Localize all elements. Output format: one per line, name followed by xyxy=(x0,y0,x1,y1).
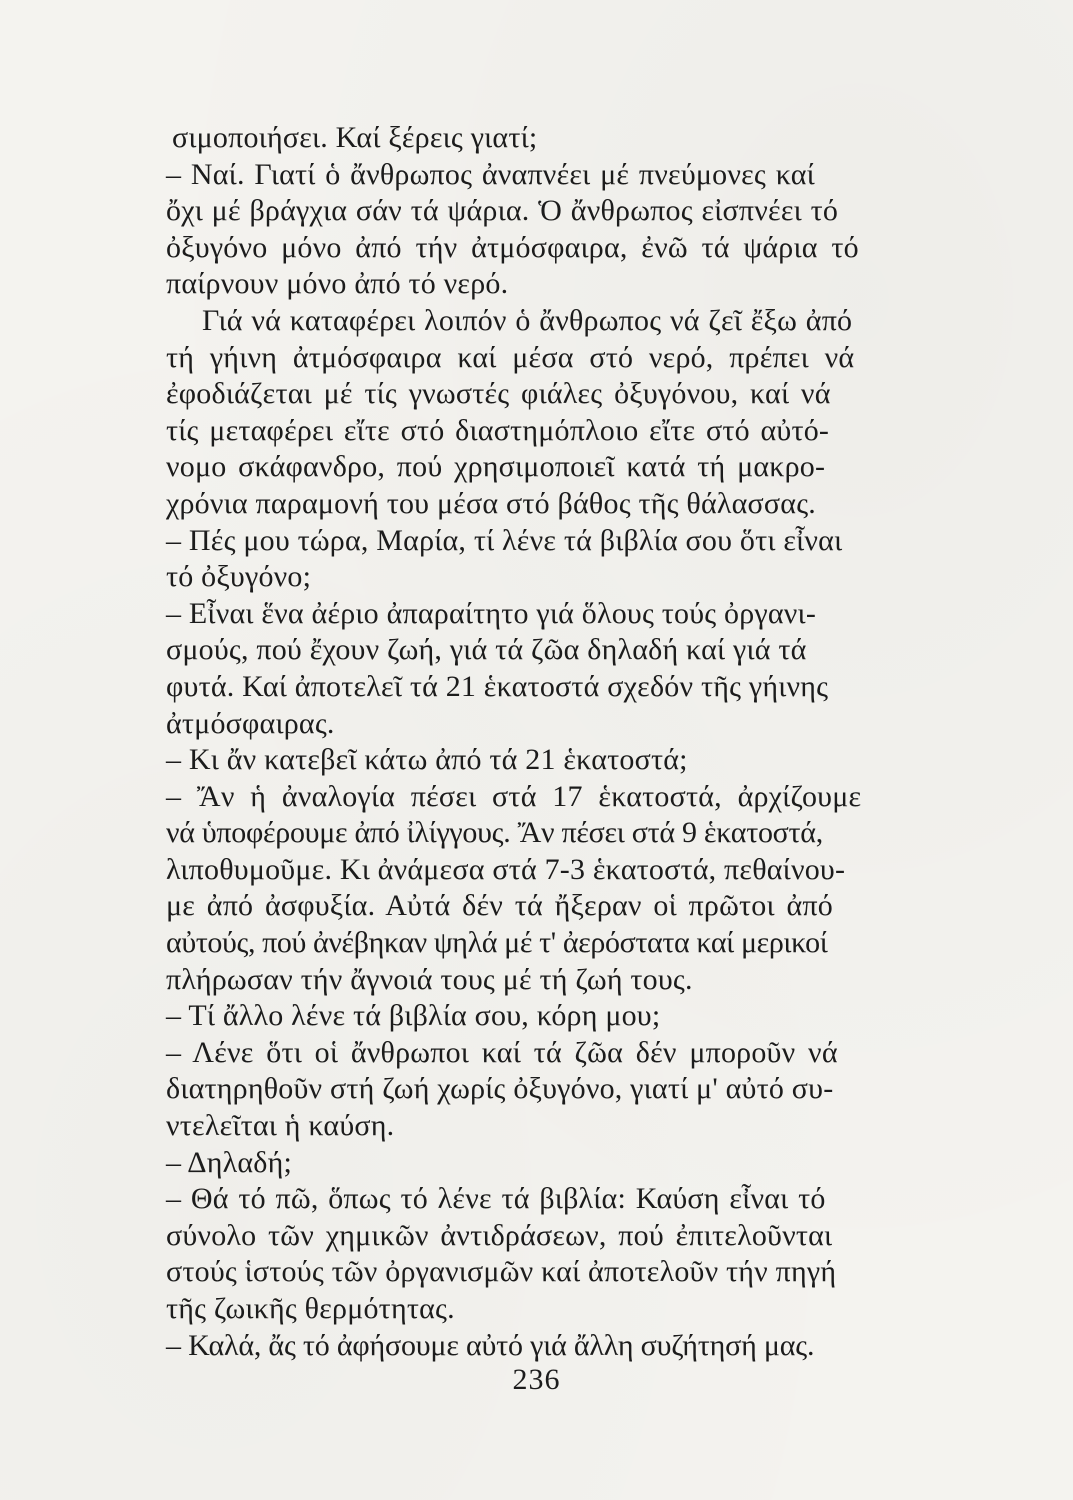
text-line: – Κι ἄν κατεβεῖ κάτω ἀπό τά 21 ἑκατοστά; xyxy=(166,743,688,777)
text-line: διατηρηθοῦν στή ζωή χωρίς ὀξυγόνο, γιατί μ' αὐτό συ- xyxy=(166,1072,834,1106)
page-number: 236 xyxy=(512,1363,561,1396)
text-line: στούς ἱστούς τῶν ὀργανισμῶν καί ἀποτελοῦν τήν πηγή xyxy=(166,1255,837,1289)
text-line: λιποθυμοῦμε. Κι ἀνάμεσα στά 7-3 ἑκατοστά, πεθαίνου- xyxy=(166,852,846,886)
text-line: τή γήινη ἀτμόσφαιρα καί μέσα στό νερό, πρέπει νά xyxy=(166,340,855,374)
text-line: – Πές μου τώρα, Μαρία, τί λένε τά βιβλία σου ὅτι εἶναι xyxy=(166,523,843,557)
text-line: – Δηλαδή; xyxy=(166,1145,293,1179)
text-line: – Καλά, ἄς τό ἀφήσουμε αὐτό γιά ἄλλη συζήτησή μας. xyxy=(166,1328,815,1362)
text-line: τῆς ζωικῆς θερμότητας. xyxy=(166,1292,455,1325)
text-line: ὄχι μέ βράγχια σάν τά ψάρια. Ὁ ἄνθρωπος εἰσπνέει τό xyxy=(166,194,839,228)
text-line: σιμοποιήσει. Καί ξέρεις γιατί; xyxy=(172,121,538,154)
text-line: ἐφοδιάζεται μέ τίς γνωστές φιάλες ὀξυγόνου, καί νά xyxy=(166,377,831,411)
text-line: – Εἶναι ἕνα ἀέριο ἀπαραίτητο γιά ὅλους τούς ὀργανι- xyxy=(166,596,817,630)
text-line: σμούς, πού ἔχουν ζωή, γιά τά ζῶα δηλαδή καί γιά τά xyxy=(166,633,807,667)
text-line: φυτά. Καί ἀποτελεῖ τά 21 ἑκατοστά σχεδόν τῆς γήινης xyxy=(166,669,829,703)
body-text xyxy=(166,120,988,1364)
text-line: – Ναί. Γιατί ὁ ἄνθρωπος ἀναπνέει μέ πνεύμονες καί xyxy=(166,157,815,191)
text-line: τό ὀξυγόνο; xyxy=(166,560,312,594)
text-line: σύνολο τῶν χημικῶν ἀντιδράσεων, πού ἐπιτελοῦνται xyxy=(166,1218,833,1252)
text-line: τίς μεταφέρει εἴτε στό διαστημόπλοιο εἴτε στό αὐτό- xyxy=(166,413,830,447)
text-line: ἀτμόσφαιρας. xyxy=(166,706,335,740)
text-line: αὐτούς, πού ἀνέβηκαν ψηλά μέ τ' ἀερόστατα καί μερικοί xyxy=(166,926,828,960)
text-line: – Ἄν ἡ ἀναλογία πέσει στά 17 ἑκατοστά, ἀρχίζουμε xyxy=(166,779,862,813)
text-line: – Λένε ὅτι οἱ ἄνθρωποι καί τά ζῶα δέν μποροῦν νά xyxy=(166,1035,838,1069)
text-line: νομο σκάφανδρο, πού χρησιμοποιεῖ κατά τή μακρο- xyxy=(166,450,826,484)
text-line: χρόνια παραμονή του μέσα στό βάθος τῆς θάλασσας. xyxy=(166,486,816,520)
text-line: – Θά τό πῶ, ὅπως τό λένε τά βιβλία: Καύση εἶναι τό xyxy=(166,1182,826,1216)
text-line: νά ὑποφέρουμε ἀπό ἰλίγγους. Ἄν πέσει στά 9 ἑκατοστά, xyxy=(166,816,823,850)
text-line: ντελεῖται ἡ καύση. xyxy=(166,1109,395,1143)
text-line: πλήρωσαν τήν ἄγνοιά τους μέ τή ζωή τους. xyxy=(166,962,693,996)
text-line: – Τί ἄλλο λένε τά βιβλία σου, κόρη μου; xyxy=(166,999,661,1033)
text-line: Γιά νά καταφέρει λοιπόν ὁ ἄνθρωπος νά ζεῖ ἔξω ἀπό xyxy=(202,303,853,337)
text-line: παίρνουν μόνο ἀπό τό νερό. xyxy=(166,267,509,301)
text-line: με ἀπό ἀσφυξία. Αὐτά δέν τά ἤξεραν οἱ πρῶτοι ἀπό xyxy=(166,889,833,923)
text-line: ὀξυγόνο μόνο ἀπό τήν ἀτμόσφαιρα, ἐνῶ τά ψάρια τό xyxy=(166,230,859,264)
